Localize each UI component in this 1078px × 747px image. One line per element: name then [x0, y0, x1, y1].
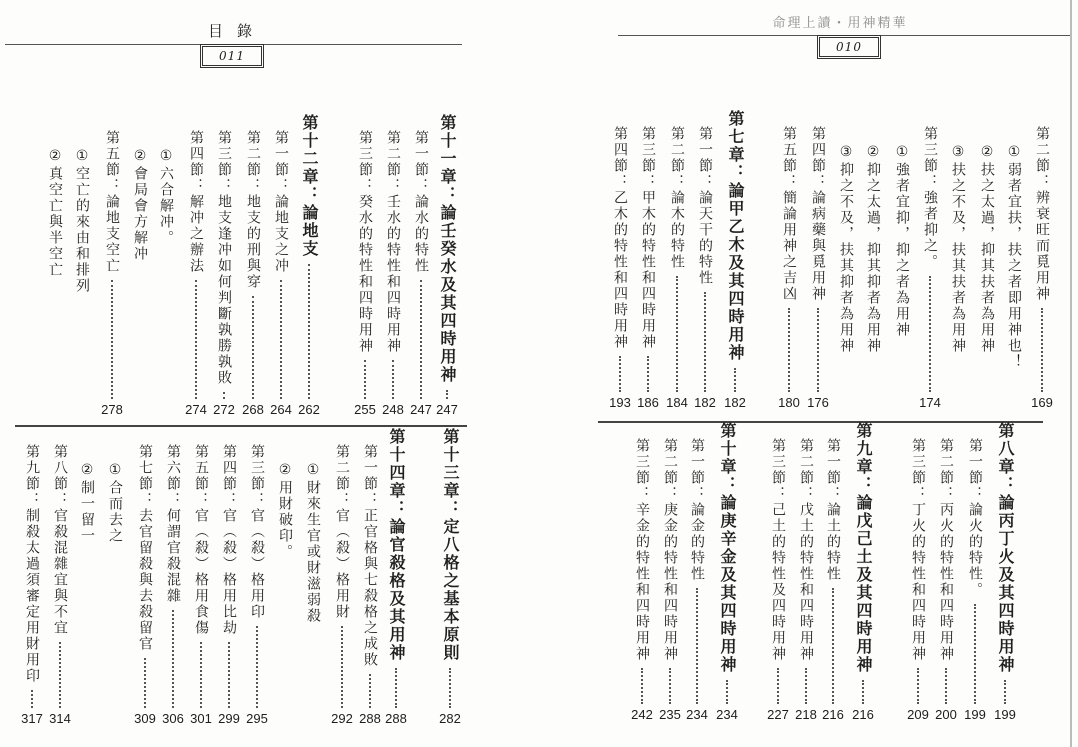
toc-section [1028, 110, 1056, 410]
page-number: 317 [21, 711, 43, 726]
page-number: 262 [298, 402, 320, 417]
toc-subitem [1000, 110, 1028, 410]
entry-title: 第四節：論病藥與覓用神 [810, 126, 826, 302]
toc-section [775, 110, 803, 410]
entry-title: 第九章：論戊己土及其四時用神 [854, 422, 873, 674]
page-number: 218 [795, 707, 817, 722]
leader-dots [777, 668, 779, 704]
entry-title: 第三節：強者抑之。 [922, 126, 938, 270]
toc-section [961, 422, 989, 722]
entry-title: ②扶之太過，抑其扶者為用神 [979, 144, 995, 354]
entry-title: 第一節：論天干的特性 [697, 126, 713, 286]
entry-title: 第十三章：定八格之基本原則 [441, 428, 460, 662]
leader-dots [817, 308, 819, 392]
toc-right-bottom [0, 422, 1078, 722]
page-number: 209 [907, 707, 929, 722]
page-number: 186 [637, 395, 659, 410]
toc-section [804, 110, 832, 410]
toc-section [656, 422, 684, 722]
leader-dots [1004, 680, 1006, 704]
leader-dots [726, 680, 728, 704]
page-number: 295 [246, 711, 268, 726]
entry-title: ②抑之太過，抑其抑者為用神 [865, 144, 881, 354]
entry-title: 第二節：丙火的特性和四時用神 [938, 438, 954, 662]
toc-section [916, 110, 944, 410]
page-number: 247 [410, 402, 432, 417]
toc-subitem [888, 110, 916, 410]
leader-dots [805, 668, 807, 704]
entry-title: 第三節：癸水的特性和四時用神 [357, 130, 373, 354]
page-header-right: 命理上讀・用神精華 [772, 16, 908, 31]
toc-section [932, 422, 960, 722]
entry-title: ①弱者宜扶，扶之者即用神也！ [1006, 144, 1022, 370]
entry-title: ①六合解冲。 [158, 148, 174, 246]
toc-section [606, 110, 634, 410]
leader-dots [619, 356, 621, 392]
page-number: 255 [354, 402, 376, 417]
leader-dots [676, 276, 678, 392]
page-number: 174 [919, 395, 941, 410]
page-number: 301 [190, 711, 212, 726]
entry-title: ③扶之不及，扶其扶者為用神 [950, 144, 966, 354]
entry-title: 第一節：論金的特性 [689, 438, 705, 582]
page-header-left: 目錄 [207, 22, 266, 40]
page-number: 248 [382, 402, 404, 417]
entry-title: 第八節：官殺混雜宜與不宜 [52, 444, 68, 636]
toc-chapter [713, 422, 741, 722]
toc-chapter [849, 422, 877, 722]
page-number: 200 [935, 707, 957, 722]
page-number: 282 [439, 711, 461, 726]
entry-title: 第二節：官（殺）格用財 [334, 444, 350, 620]
page-number-box-left: 011 [200, 44, 264, 68]
entry-title: ①合而去之 [107, 462, 123, 544]
leader-dots [917, 668, 919, 704]
page-number: 314 [49, 711, 71, 726]
page-number: 242 [631, 707, 653, 722]
leader-dots [704, 292, 706, 392]
entry-title: ①空亡的來由和排列 [74, 148, 90, 294]
leader-dots [669, 668, 671, 704]
toc-chapter [721, 110, 749, 410]
entry-title: 第一節：論地支之冲 [273, 130, 289, 274]
entry-title: 第五節：官（殺）格用食傷 [193, 444, 209, 636]
leader-dots [696, 588, 698, 704]
page-number: 234 [716, 707, 738, 722]
page-number: 234 [686, 707, 708, 722]
leader-dots [647, 356, 649, 392]
page-number: 288 [385, 711, 407, 726]
entry-title: 第六節：何謂官殺混雜 [165, 444, 181, 604]
entry-title: 第一節：論水的特性 [413, 130, 429, 274]
entry-title: 第三節：己土的特性及四時用神 [770, 438, 786, 662]
entry-title: 第十四章：論官殺格及其用神 [387, 428, 406, 662]
toc-chapter [991, 422, 1019, 722]
entry-title: 第十二章：論地支 [300, 114, 319, 258]
toc-subitem [859, 110, 887, 410]
toc-right-top [0, 110, 1078, 410]
entry-title: ③抑之不及，扶其抑者為用神 [838, 144, 854, 354]
page-number: 292 [331, 711, 353, 726]
toc-section [904, 422, 932, 722]
entry-title: 第二節：庚金的特性和四時用神 [662, 438, 678, 662]
leader-dots [862, 680, 864, 704]
entry-title: 第四節：乙木的特性和四時用神 [612, 126, 628, 350]
entry-title: ②會局會方解冲 [132, 148, 148, 262]
entry-title: 第一節：論火的特性。 [967, 438, 983, 598]
entry-title: 第一節：論土的特性 [825, 438, 841, 582]
toc-section [634, 110, 662, 410]
page-number: 176 [807, 395, 829, 410]
page-number: 184 [666, 395, 688, 410]
leader-dots [929, 276, 931, 392]
page-number: 299 [218, 711, 240, 726]
toc-section [691, 110, 719, 410]
leader-dots [788, 308, 790, 392]
toc-section [792, 422, 820, 722]
entry-title: 第二節：戊土的特性和四時用神 [798, 438, 814, 662]
page-number: 272 [213, 402, 235, 417]
entry-title: 第二節：壬水的特性和四時用神 [385, 130, 401, 354]
entry-title: 第三節：辛金的特性和四時用神 [634, 438, 650, 662]
toc-subitem [973, 110, 1001, 410]
toc-section [663, 110, 691, 410]
page-number: 182 [694, 395, 716, 410]
page-number: 264 [270, 402, 292, 417]
page-number: 216 [822, 707, 844, 722]
entry-title: 第四節：官（殺）格用比劫 [221, 444, 237, 636]
leader-dots [974, 604, 976, 704]
entry-title: 第二節：論木的特性 [669, 126, 685, 270]
entry-title: 第九節：制殺太過須審定用財用印 [24, 444, 40, 684]
leader-dots [945, 668, 947, 704]
page-number: 227 [767, 707, 789, 722]
entry-title: 第三節：地支逢冲如何判斷孰勝孰敗 [216, 130, 232, 386]
page-number: 235 [659, 707, 681, 722]
toc-subitem [832, 110, 860, 410]
entry-title: 第七節：去官留殺與去殺留官 [137, 444, 153, 652]
page-number: 247 [436, 402, 458, 417]
toc-section [819, 422, 847, 722]
page-number: 309 [134, 711, 156, 726]
page-number: 306 [162, 711, 184, 726]
page-number: 274 [185, 402, 207, 417]
entry-title: 第十章：論庚辛金及其四時用神 [718, 422, 737, 674]
page-number: 268 [242, 402, 264, 417]
entry-title: 第一節：正官格與七殺格之成敗 [362, 444, 378, 668]
entry-title: 第十一章：論壬癸水及其四時用神 [438, 114, 457, 384]
entry-title: 第三節：丁火的特性和四時用神 [910, 438, 926, 662]
leader-dots [641, 668, 643, 704]
entry-title: 第五節：論地支空亡 [104, 130, 120, 274]
leader-dots [832, 588, 834, 704]
page-number-box-right: 010 [817, 35, 881, 59]
entry-title: 第七章：論甲乙木及其四時用神 [726, 110, 745, 362]
entry-title: ①強者宜抑，抑之者為用神 [894, 144, 910, 338]
entry-title: 第三節：甲木的特性和四時用神 [640, 126, 656, 350]
page-number: 193 [609, 395, 631, 410]
page-number: 169 [1031, 395, 1053, 410]
toc-subitem [944, 110, 972, 410]
toc-section [683, 422, 711, 722]
entry-title: ②用財破印。 [277, 462, 293, 560]
page-number: 216 [852, 707, 874, 722]
page-number: 199 [994, 707, 1016, 722]
entry-title: 第四節：解冲之辦法 [188, 130, 204, 274]
entry-title: ②真空亡與半空亡 [47, 148, 63, 278]
toc-section [764, 422, 792, 722]
entry-title: 第二節：地支的刑與穿 [245, 130, 261, 290]
entry-title: 第八章：論丙丁火及其四時用神 [996, 422, 1015, 674]
entry-title: ①財來生官或財滋弱殺 [305, 462, 321, 624]
page-number: 288 [359, 711, 381, 726]
leader-dots [734, 368, 736, 392]
page-number: 180 [778, 395, 800, 410]
page-number: 182 [724, 395, 746, 410]
page-number: 278 [101, 402, 123, 417]
entry-title: 第二節：辨衰旺而覓用神 [1034, 126, 1050, 302]
leader-dots [1041, 308, 1043, 392]
entry-title: 第三節：官（殺）格用印 [249, 444, 265, 620]
toc-section [628, 422, 656, 722]
entry-title: ②制一留一 [79, 462, 95, 544]
entry-title: 第五節：簡論用神之吉凶 [781, 126, 797, 302]
page-number: 199 [964, 707, 986, 722]
